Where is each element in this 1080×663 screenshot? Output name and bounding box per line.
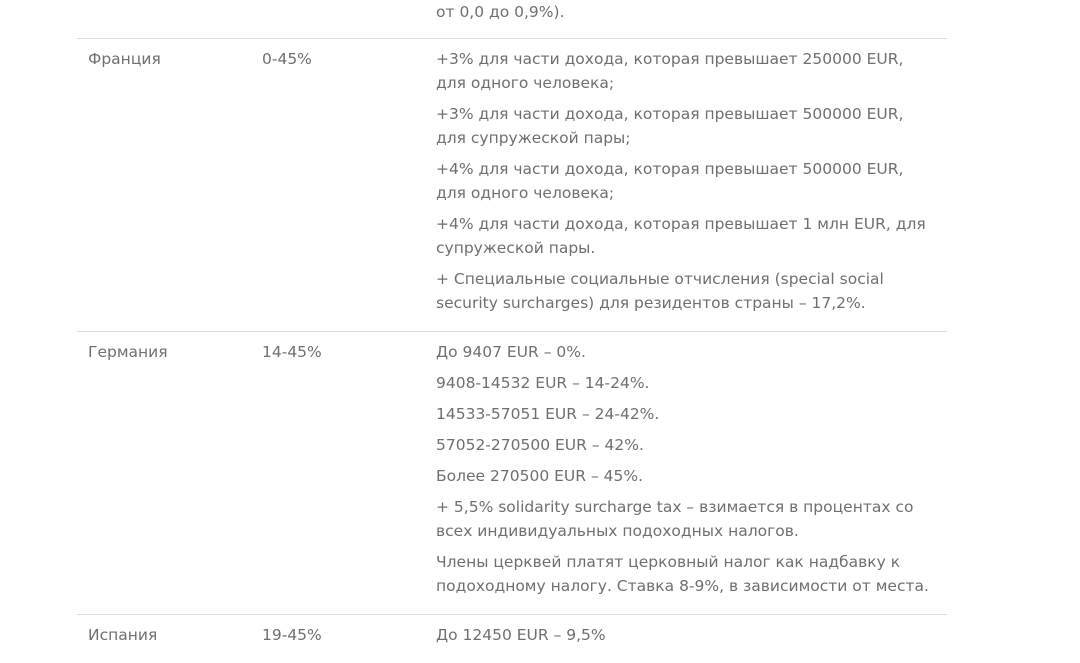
- country-name: Франция: [88, 50, 161, 68]
- details-cell: [425, 615, 947, 663]
- detail-line: + 5,5% solidarity surcharge tax – взимается в процентах со всех индивидуальных подоходных налогов.: [436, 495, 936, 543]
- country-cell: [77, 332, 251, 615]
- rate-range: 0-45%: [262, 50, 312, 68]
- detail-line: +3% для части дохода, которая превышает 250000 EUR, для одного человека;: [436, 47, 936, 95]
- country-name: Германия: [88, 343, 168, 361]
- detail-line: 14533-57051 EUR – 24-42%.: [436, 402, 936, 426]
- detail-line: До 12450 EUR – 9,5%: [436, 623, 936, 647]
- table-row: [77, 615, 947, 663]
- table-row: [77, 39, 947, 332]
- tax-table-container: [77, 0, 947, 663]
- rate-cell: [251, 39, 425, 332]
- rate-range: 14-45%: [262, 343, 322, 361]
- table-row: [77, 0, 947, 39]
- rate-cell: [251, 332, 425, 615]
- detail-line: + Специальные социальные отчисления (special social security surcharges) для резидентов страны – 17,2%.: [436, 267, 936, 315]
- rate-cell: [251, 0, 425, 39]
- tax-rates-table: [77, 0, 947, 663]
- detail-line: от 0,0 до 0,9%).: [436, 0, 936, 24]
- detail-line: Члены церквей платят церковный налог как надбавку к подоходному налогу. Ставка 8-9%, в зависимости от места.: [436, 550, 936, 598]
- detail-line: +4% для части дохода, которая превышает 500000 EUR, для одного человека;: [436, 157, 936, 205]
- details-cell: [425, 39, 947, 332]
- country-name: Испания: [88, 626, 157, 644]
- details-cell: [425, 0, 947, 39]
- country-cell: [77, 39, 251, 332]
- detail-line: 9408-14532 EUR – 14-24%.: [436, 371, 936, 395]
- rate-range: 19-45%: [262, 626, 322, 644]
- detail-line: +4% для части дохода, которая превышает 1 млн EUR, для супружеской пары.: [436, 212, 936, 260]
- detail-line: Более 270500 EUR – 45%.: [436, 464, 936, 488]
- rate-cell: [251, 615, 425, 663]
- detail-line: +3% для части дохода, которая превышает 500000 EUR, для супружеской пары;: [436, 102, 936, 150]
- detail-line: До 9407 EUR – 0%.: [436, 340, 936, 364]
- table-row: [77, 332, 947, 615]
- country-cell: [77, 0, 251, 39]
- country-cell: [77, 615, 251, 663]
- detail-line: 57052-270500 EUR – 42%.: [436, 433, 936, 457]
- details-cell: [425, 332, 947, 615]
